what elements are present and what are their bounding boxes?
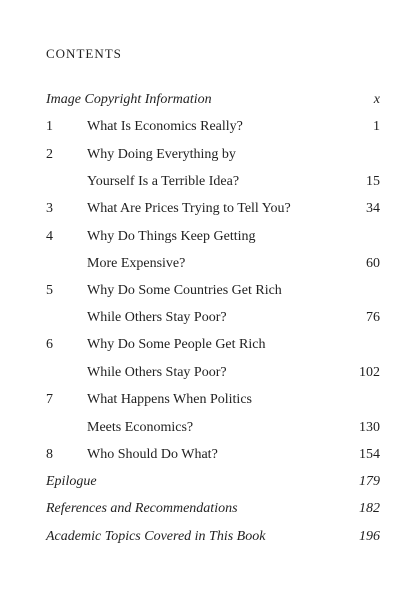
chapter-number: 1 xyxy=(46,119,53,134)
toc-entry-epilogue[interactable] xyxy=(46,472,380,492)
toc-entry-chapter-8[interactable] xyxy=(46,445,380,465)
toc-entry-chapter-4-continued[interactable] xyxy=(46,254,380,274)
toc-entry-page: 196 xyxy=(359,529,380,544)
toc-entry-title: Academic Topics Covered in This Book xyxy=(46,529,266,544)
toc-entry-title-continued: Yourself Is a Terrible Idea? xyxy=(87,174,240,189)
toc-entry-chapter-7[interactable] xyxy=(46,390,380,410)
toc-entry-title: Why Do Some People Get Rich xyxy=(87,337,266,352)
chapter-number: 8 xyxy=(46,447,53,462)
toc-entry-title: References and Recommendations xyxy=(46,501,238,516)
chapter-number: 5 xyxy=(46,283,53,298)
toc-entry-page: 179 xyxy=(359,474,380,489)
toc-entry-page: 60 xyxy=(366,256,380,271)
contents-heading: CONTENTS xyxy=(46,46,122,61)
toc-entry-title: Why Do Some Countries Get Rich xyxy=(87,283,282,298)
toc-entry-title-continued: More Expensive? xyxy=(87,256,186,271)
toc-entry-page: x xyxy=(373,92,380,107)
toc-entry-title: Why Do Things Keep Getting xyxy=(87,229,256,244)
chapter-number: 3 xyxy=(46,201,53,216)
toc-entry-page: 102 xyxy=(359,365,380,380)
toc-entry-chapter-7-continued[interactable] xyxy=(46,418,380,438)
toc-entry-chapter-3[interactable] xyxy=(46,199,380,219)
toc-entry-front-matter[interactable] xyxy=(46,90,380,110)
chapter-number: 2 xyxy=(46,147,53,162)
toc-entry-title: Epilogue xyxy=(46,474,97,489)
toc-entry-title: Who Should Do What? xyxy=(87,447,218,462)
toc-entry-chapter-5-continued[interactable] xyxy=(46,308,380,328)
toc-entry-page: 130 xyxy=(359,420,380,435)
toc-entry-page: 1 xyxy=(373,119,380,134)
toc-entry-title-continued: While Others Stay Poor? xyxy=(87,310,227,325)
toc-entry-chapter-6[interactable] xyxy=(46,335,380,355)
toc-entry-title: What Are Prices Trying to Tell You? xyxy=(87,201,291,216)
chapter-number: 4 xyxy=(46,229,53,244)
toc-entry-title-continued: While Others Stay Poor? xyxy=(87,365,227,380)
toc-entry-academic-topics[interactable] xyxy=(46,527,380,547)
toc-entry-page: 154 xyxy=(359,447,380,462)
toc-entry-title: Image Copyright Information xyxy=(46,92,212,107)
toc-entry-chapter-2[interactable] xyxy=(46,145,380,165)
toc-entry-chapter-1[interactable] xyxy=(46,117,380,137)
toc-entry-page: 15 xyxy=(366,174,380,189)
chapter-number: 7 xyxy=(46,392,53,407)
toc-entry-page: 76 xyxy=(366,310,380,325)
toc-entry-page: 34 xyxy=(366,201,380,216)
toc-entry-chapter-4[interactable] xyxy=(46,227,380,247)
chapter-number: 6 xyxy=(46,337,53,352)
toc-entry-chapter-2-continued[interactable] xyxy=(46,172,380,192)
toc-entry-page: 182 xyxy=(359,501,380,516)
toc-entry-chapter-5[interactable] xyxy=(46,281,380,301)
toc-entry-title-continued: Meets Economics? xyxy=(87,420,194,435)
toc-entry-title: Why Doing Everything by xyxy=(87,147,236,162)
toc-entry-title: What Happens When Politics xyxy=(87,392,252,407)
toc-entry-references[interactable] xyxy=(46,499,380,519)
toc-entry-chapter-6-continued[interactable] xyxy=(46,363,380,383)
toc-entry-title: What Is Economics Really? xyxy=(87,119,243,134)
